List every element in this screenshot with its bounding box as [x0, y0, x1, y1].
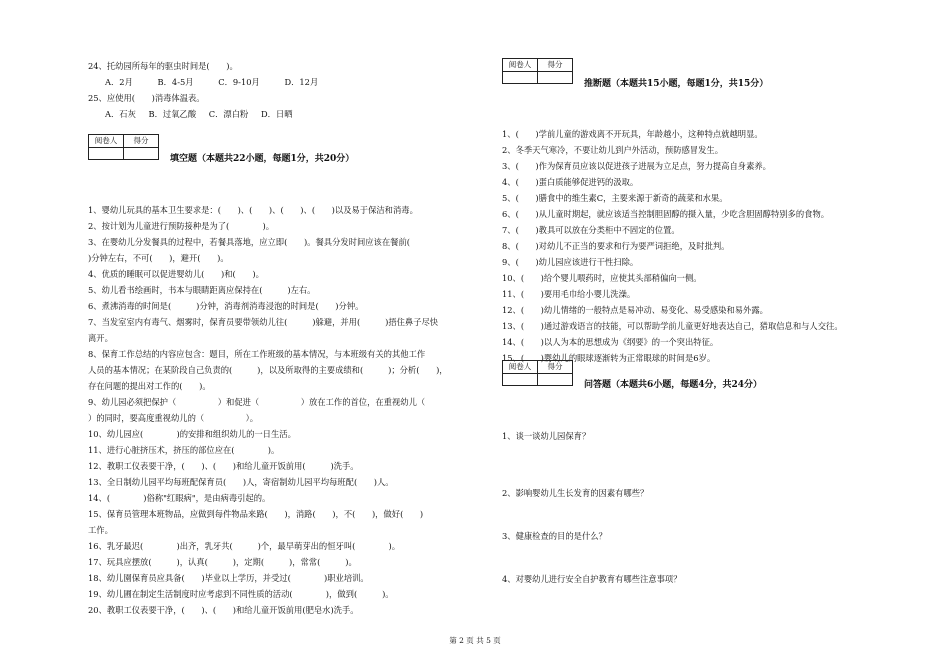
score-label: 得分 — [538, 59, 573, 72]
fill-item: 2、按计划为儿童进行预防接种是为了( )。 — [88, 221, 274, 231]
fill-item: 18、幼儿園保育员应具备( )毕业以上学历，并受过( )职业培训。 — [88, 573, 369, 583]
question-24: 24、托幼园所每年的驱虫时间是( )。 — [88, 61, 238, 71]
option: B．4-5月 — [157, 77, 194, 87]
judge-question-list — [502, 126, 882, 366]
fill-item: 8、保育工作总结的内容应包含：题目，所在工作班级的基本情况，与本班级有关的其他工作 — [88, 349, 426, 359]
score-label: 得分 — [538, 361, 573, 374]
fill-item: 10、幼儿园应( )的安排和组织幼儿的一日生活。 — [88, 429, 296, 439]
fill-item: 16、乳牙最迟( )出齐，乳牙共( )个，最早萌芽出的恒牙叫( )。 — [88, 541, 401, 551]
judge-item: 8、( )对幼儿不正当的要求和行为要严词拒绝，及时批判。 — [502, 241, 730, 251]
fill-item: 6、煮沸消毒的时间是( )分钟，消毒剂消毒浸泡的时间是( )分钟。 — [88, 301, 364, 311]
option: B．过氧乙酸 — [148, 109, 197, 119]
fill-item: 7、当发室室内有毒气、烟雾时，保育员要带领幼儿往( )躲避，并用( )捂住鼻子尽快 — [88, 317, 439, 327]
judge-item: 7、( )教具可以放在分类柜中不固定的位置。 — [502, 225, 680, 235]
option: C．漂白粉 — [208, 109, 249, 119]
section-title-judge: 推断题（本题共15小题，每题1分，共15分） — [584, 79, 769, 89]
page-footer: 第 2 页 共 5 页 — [449, 636, 501, 645]
fill-item: ）的同时，要高度重视幼儿的（ ）。 — [88, 413, 259, 423]
fill-item: 1、婴幼儿玩具的基本卫生要求是：( )、( )、( )、( )以及易于保洁和消毒。 — [88, 205, 418, 215]
reviewer-label: 阅卷人 — [503, 59, 538, 72]
fill-item: 离开。 — [88, 333, 113, 343]
option: C．9-10月 — [218, 77, 260, 87]
fill-question-list — [88, 202, 488, 618]
judge-item: 14、( )以人为本的思想成为《纲要》的一个突出特征。 — [502, 337, 719, 347]
section-title-fill: 填空题（本题共22小题，每题1分，共20分） — [170, 154, 355, 164]
judge-item: 15、( )婴幼儿的眼球逐渐转为正常眼球的时间是6岁。 — [502, 353, 716, 363]
score-box-qa — [502, 360, 573, 386]
question-25: 25、应使用( )消毒体温表。 — [88, 93, 205, 103]
option: A．石灰 — [105, 109, 136, 119]
score-cell[interactable] — [124, 148, 159, 160]
qa-item: 3、健康检查的目的是什么？ — [502, 531, 607, 541]
score-label: 得分 — [124, 135, 159, 148]
score-box-fill — [88, 134, 159, 160]
judge-item: 1、( )学前儿童的游戏离不开玩具，年龄越小，这种特点就越明显。 — [502, 129, 763, 139]
fill-item: 4、优质的睡眠可以促进婴幼儿( )和( )。 — [88, 269, 264, 279]
fill-item: 20、教职工仪表要干净，( )、( )和给儿童开饭前用(肥皂水)洗手。 — [88, 605, 359, 615]
fill-item: 13、全日制幼儿园平均每班配保育员( )人，寄宿制幼儿园平均每班配( )人。 — [88, 477, 394, 487]
judge-item: 9、( )幼儿园应该进行干性扫除。 — [502, 257, 639, 267]
score-cell[interactable] — [538, 72, 573, 84]
reviewer-cell[interactable] — [503, 72, 538, 84]
score-cell[interactable] — [538, 374, 573, 386]
fill-item: 存在问题的提出对工作的( )。 — [88, 381, 211, 391]
judge-item: 4、( )蛋白质能够促进钙的汲取。 — [502, 177, 639, 187]
fill-item: 17、玩具应摆放( )，认真( )，定期( )，常常( )。 — [88, 557, 357, 567]
question-25-options — [88, 106, 486, 122]
fill-item: 14、( )俗称"红眼病"，是由病毒引起的。 — [88, 493, 271, 503]
option: D．12月 — [284, 77, 319, 87]
judge-item: 12、( )幼儿情绪的一般特点是易冲动、易变化、易受感染和易外露。 — [502, 305, 768, 315]
judge-item: 10、( )给个婴儿喂药时，应使其头部稍偏向一侧。 — [502, 273, 702, 283]
judge-item: 5、( )膳食中的维生素C，主要来源于新奇的蔬菜和水果。 — [502, 193, 728, 203]
option: D．日晒 — [260, 109, 293, 119]
fill-item: 9、幼儿园必须把保护（ ）和促进（ ）放在工作的首位，在重视幼儿（ — [88, 397, 426, 407]
question-24-options — [88, 74, 486, 90]
fill-item: 5、幼儿看书绘画时，书本与眼睛距离应保持在( )左右。 — [88, 285, 316, 295]
judge-item: 3、( )作为保育员应该以促进孩子进展为立足点，努力提高自身素养。 — [502, 161, 771, 171]
reviewer-label: 阅卷人 — [503, 361, 538, 374]
reviewer-label: 阅卷人 — [89, 135, 124, 148]
fill-item: 11、进行心脏挤压术，挤压的部位应在( )。 — [88, 445, 280, 455]
score-box-judge — [502, 58, 573, 84]
section-title-qa: 问答题（本题共6小题，每题4分，共24分） — [584, 380, 763, 390]
qa-item: 4、对婴幼儿进行安全自护教育有哪些注意事项？ — [502, 574, 682, 584]
judge-item: 11、( )要用毛巾给小婴儿洗澡。 — [502, 289, 636, 299]
judge-item: 6、( )从儿童时期起，就应该适当控制胆固醇的摄入量，少吃含胆固醇特别多的食物。 — [502, 209, 830, 219]
fill-item: 3、在婴幼儿分发餐具的过程中，若餐具落地，应立即( )。餐具分发时间应该在餐前( — [88, 237, 410, 247]
qa-item: 2、影响婴幼儿生长发育的因素有哪些？ — [502, 488, 649, 498]
fill-item: 12、教职工仪表要干净，( )、( )和给儿童开饭前用( )洗手。 — [88, 461, 359, 471]
judge-item: 2、冬季天气寒冷，不要让幼儿到户外活动，预防感冒发生。 — [502, 145, 723, 155]
option: A．2月 — [105, 77, 133, 87]
reviewer-cell[interactable] — [503, 374, 538, 386]
qa-item: 1、谈一谈幼儿园保育？ — [502, 431, 591, 441]
reviewer-cell[interactable] — [89, 148, 124, 160]
fill-item: )分钟左右，不可( )，避开( )。 — [88, 253, 229, 263]
left-column — [88, 58, 486, 122]
fill-item: 15、保育员管理本班物品，应做到每件物品来路( )，消路( )，不( )，做好( ) — [88, 509, 424, 519]
fill-item: 19、幼儿圃在制定生活制度时应考虑到不同性质的活动( )，做到( )。 — [88, 589, 394, 599]
judge-item: 13、( )通过游戏语言的技能，可以帮助学前儿童更好地表达自己，猎取信息和与人交往。 — [502, 321, 843, 331]
fill-item: 人员的基本情况；在某阶段自己负责的( )，以及所取得的主要成绩和( )；分析( )， — [88, 365, 448, 375]
fill-item: 工作。 — [88, 525, 113, 535]
